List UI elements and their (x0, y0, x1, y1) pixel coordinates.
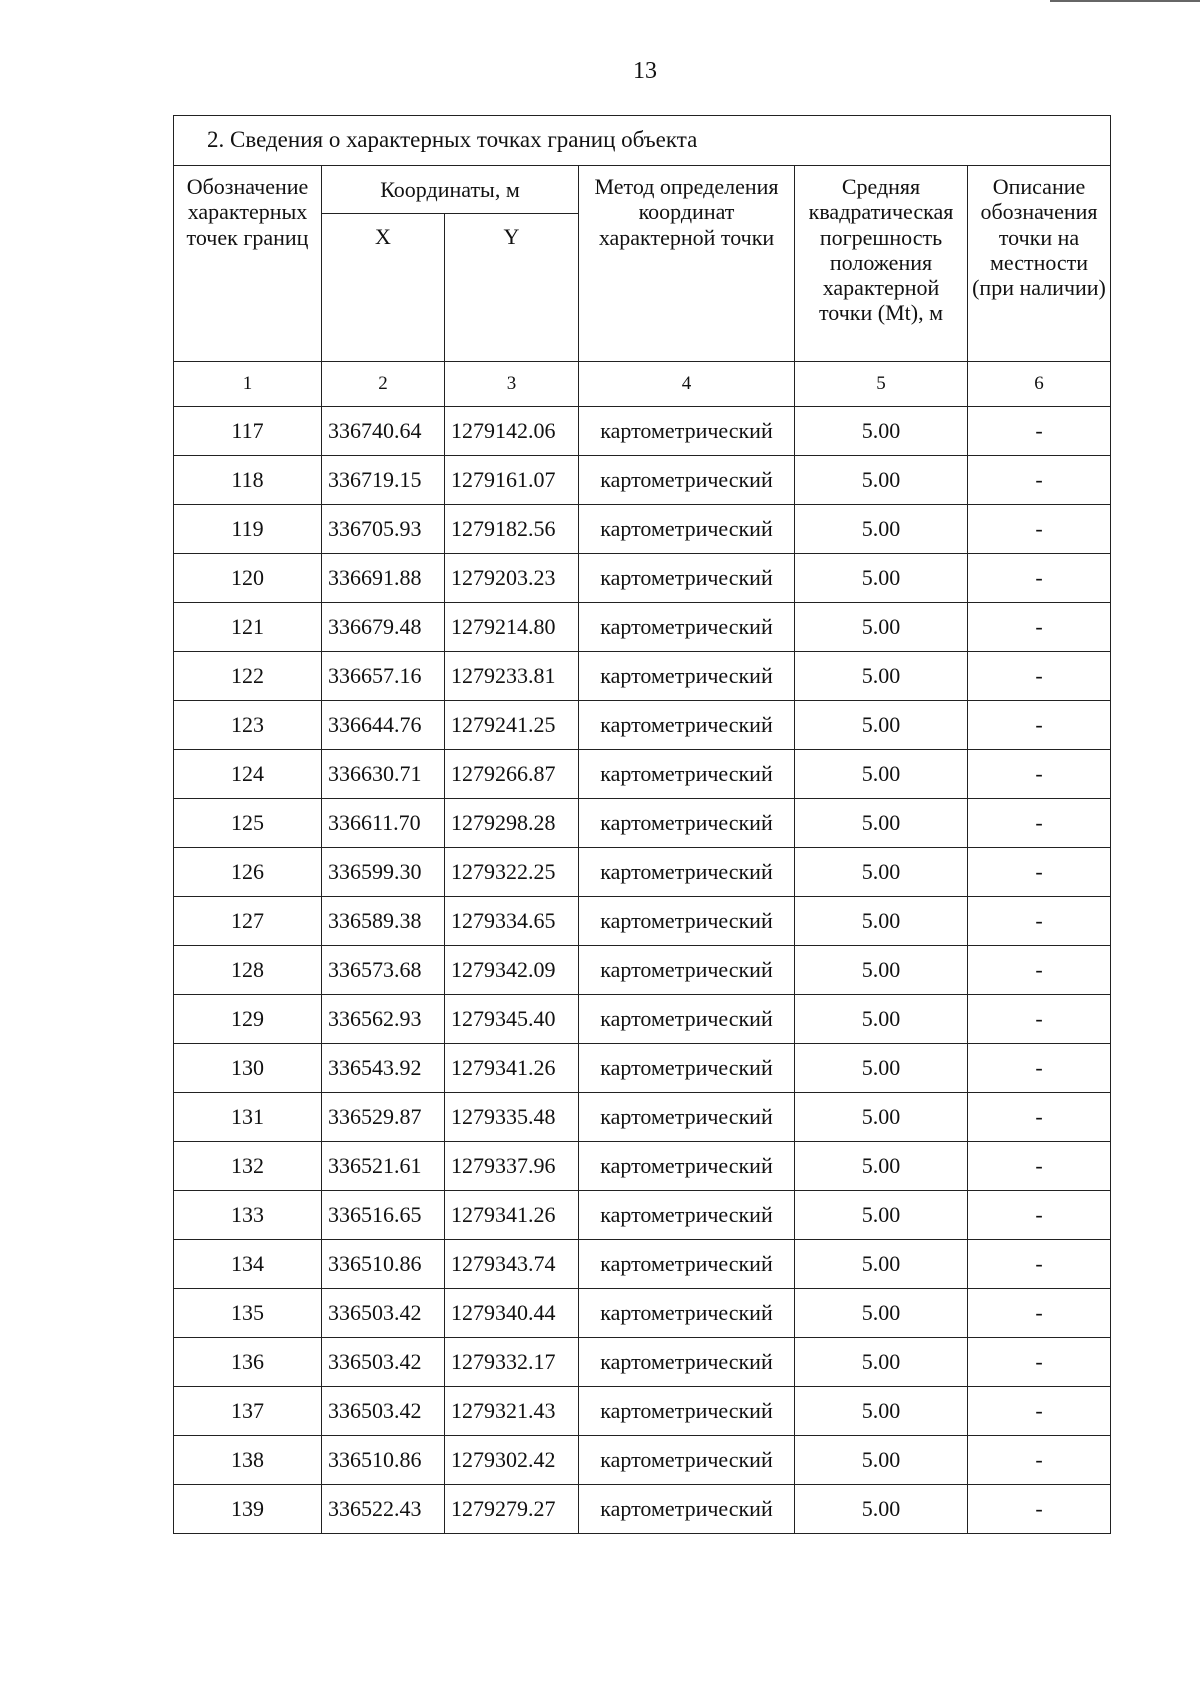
table-row (174, 1191, 1111, 1240)
cell-error: 5.00 (795, 603, 968, 652)
cell-error: 5.00 (795, 652, 968, 701)
cell-y: 1279233.81 (445, 652, 579, 701)
cell-y: 1279341.26 (445, 1191, 579, 1240)
cell-method: картометрический (579, 407, 795, 456)
cell-description: - (968, 1485, 1111, 1534)
cell-error: 5.00 (795, 554, 968, 603)
cell-description: - (968, 897, 1111, 946)
column-number-row (174, 362, 1111, 407)
scan-edge-line (1050, 0, 1200, 2)
cell-description: - (968, 701, 1111, 750)
column-number: 2 (322, 362, 445, 407)
cell-method: картометрический (579, 848, 795, 897)
cell-y: 1279334.65 (445, 897, 579, 946)
header-error: Средняя квадратическая погрешность положения характерной точки (Mt), м (795, 166, 968, 362)
cell-y: 1279332.17 (445, 1338, 579, 1387)
table-row (174, 1436, 1111, 1485)
cell-x: 336503.42 (322, 1338, 445, 1387)
cell-x: 336503.42 (322, 1289, 445, 1338)
cell-method: картометрический (579, 505, 795, 554)
table-row (174, 652, 1111, 701)
cell-y: 1279322.25 (445, 848, 579, 897)
cell-y: 1279340.44 (445, 1289, 579, 1338)
boundary-points-table (173, 115, 1111, 1534)
cell-method: картометрический (579, 750, 795, 799)
column-number: 5 (795, 362, 968, 407)
cell-point: 138 (174, 1436, 322, 1485)
cell-error: 5.00 (795, 456, 968, 505)
header-coordinates: Координаты, м (322, 166, 579, 214)
cell-point: 119 (174, 505, 322, 554)
cell-point: 125 (174, 799, 322, 848)
table-row (174, 946, 1111, 995)
cell-description: - (968, 1044, 1111, 1093)
column-number: 4 (579, 362, 795, 407)
cell-error: 5.00 (795, 1142, 968, 1191)
cell-description: - (968, 456, 1111, 505)
header-method: Метод определения координат характерной точки (579, 166, 795, 362)
cell-y: 1279214.80 (445, 603, 579, 652)
cell-description: - (968, 407, 1111, 456)
cell-description: - (968, 995, 1111, 1044)
cell-method: картометрический (579, 1289, 795, 1338)
table-title-row (174, 116, 1111, 166)
header-x: X (322, 214, 445, 362)
table-row (174, 995, 1111, 1044)
table-row (174, 1338, 1111, 1387)
cell-x: 336510.86 (322, 1436, 445, 1485)
table-row (174, 1044, 1111, 1093)
cell-point: 132 (174, 1142, 322, 1191)
cell-point: 135 (174, 1289, 322, 1338)
cell-method: картометрический (579, 1387, 795, 1436)
cell-method: картометрический (579, 1044, 795, 1093)
cell-x: 336521.61 (322, 1142, 445, 1191)
cell-y: 1279341.26 (445, 1044, 579, 1093)
cell-method: картометрический (579, 897, 795, 946)
cell-point: 131 (174, 1093, 322, 1142)
table-row (174, 1240, 1111, 1289)
table-title: 2. Сведения о характерных точках границ объекта (174, 116, 1111, 166)
cell-x: 336705.93 (322, 505, 445, 554)
cell-point: 127 (174, 897, 322, 946)
cell-method: картометрический (579, 1093, 795, 1142)
cell-error: 5.00 (795, 1485, 968, 1534)
cell-point: 117 (174, 407, 322, 456)
cell-x: 336589.38 (322, 897, 445, 946)
table-row (174, 799, 1111, 848)
cell-description: - (968, 1191, 1111, 1240)
cell-error: 5.00 (795, 1289, 968, 1338)
cell-description: - (968, 554, 1111, 603)
cell-description: - (968, 750, 1111, 799)
cell-y: 1279321.43 (445, 1387, 579, 1436)
header-designation: Обозначение характерных точек границ (174, 166, 322, 362)
cell-error: 5.00 (795, 505, 968, 554)
cell-y: 1279266.87 (445, 750, 579, 799)
header-row-top (174, 166, 1111, 214)
cell-y: 1279345.40 (445, 995, 579, 1044)
cell-x: 336510.86 (322, 1240, 445, 1289)
cell-method: картометрический (579, 1191, 795, 1240)
table-row (174, 407, 1111, 456)
cell-x: 336630.71 (322, 750, 445, 799)
cell-description: - (968, 652, 1111, 701)
header-y: Y (445, 214, 579, 362)
cell-method: картометрический (579, 1485, 795, 1534)
table-row (174, 897, 1111, 946)
cell-error: 5.00 (795, 799, 968, 848)
cell-x: 336599.30 (322, 848, 445, 897)
cell-point: 139 (174, 1485, 322, 1534)
cell-error: 5.00 (795, 1093, 968, 1142)
cell-description: - (968, 1289, 1111, 1338)
cell-error: 5.00 (795, 750, 968, 799)
cell-x: 336529.87 (322, 1093, 445, 1142)
cell-x: 336503.42 (322, 1387, 445, 1436)
cell-error: 5.00 (795, 1240, 968, 1289)
cell-x: 336562.93 (322, 995, 445, 1044)
column-number: 3 (445, 362, 579, 407)
cell-method: картометрический (579, 456, 795, 505)
table-row (174, 848, 1111, 897)
cell-y: 1279298.28 (445, 799, 579, 848)
column-number: 6 (968, 362, 1111, 407)
cell-description: - (968, 1436, 1111, 1485)
column-number: 1 (174, 362, 322, 407)
cell-point: 120 (174, 554, 322, 603)
header-description: Описание обозначения точки на местности (при наличии) (968, 166, 1111, 362)
cell-y: 1279279.27 (445, 1485, 579, 1534)
table-row (174, 1142, 1111, 1191)
cell-x: 336691.88 (322, 554, 445, 603)
cell-y: 1279142.06 (445, 407, 579, 456)
cell-x: 336719.15 (322, 456, 445, 505)
cell-point: 136 (174, 1338, 322, 1387)
page-number: 13 (633, 58, 657, 84)
cell-description: - (968, 1240, 1111, 1289)
cell-method: картометрический (579, 1436, 795, 1485)
cell-x: 336522.43 (322, 1485, 445, 1534)
cell-description: - (968, 946, 1111, 995)
cell-point: 134 (174, 1240, 322, 1289)
cell-description: - (968, 603, 1111, 652)
cell-error: 5.00 (795, 1338, 968, 1387)
cell-method: картометрический (579, 995, 795, 1044)
cell-error: 5.00 (795, 1436, 968, 1485)
cell-y: 1279161.07 (445, 456, 579, 505)
cell-point: 126 (174, 848, 322, 897)
cell-description: - (968, 1142, 1111, 1191)
cell-x: 336740.64 (322, 407, 445, 456)
table-row (174, 1387, 1111, 1436)
cell-x: 336657.16 (322, 652, 445, 701)
table-row (174, 554, 1111, 603)
cell-y: 1279241.25 (445, 701, 579, 750)
cell-point: 137 (174, 1387, 322, 1436)
cell-method: картометрический (579, 1142, 795, 1191)
cell-method: картометрический (579, 554, 795, 603)
cell-y: 1279337.96 (445, 1142, 579, 1191)
cell-y: 1279335.48 (445, 1093, 579, 1142)
cell-point: 133 (174, 1191, 322, 1240)
cell-error: 5.00 (795, 1191, 968, 1240)
cell-description: - (968, 1338, 1111, 1387)
cell-x: 336644.76 (322, 701, 445, 750)
cell-x: 336679.48 (322, 603, 445, 652)
cell-error: 5.00 (795, 946, 968, 995)
cell-point: 124 (174, 750, 322, 799)
cell-method: картометрический (579, 652, 795, 701)
cell-y: 1279203.23 (445, 554, 579, 603)
table-row (174, 1485, 1111, 1534)
cell-point: 130 (174, 1044, 322, 1093)
cell-method: картометрический (579, 603, 795, 652)
cell-description: - (968, 848, 1111, 897)
cell-error: 5.00 (795, 407, 968, 456)
cell-x: 336516.65 (322, 1191, 445, 1240)
cell-description: - (968, 1093, 1111, 1142)
cell-method: картометрический (579, 701, 795, 750)
cell-y: 1279342.09 (445, 946, 579, 995)
table-row (174, 505, 1111, 554)
cell-error: 5.00 (795, 848, 968, 897)
table-row (174, 456, 1111, 505)
cell-description: - (968, 505, 1111, 554)
cell-error: 5.00 (795, 995, 968, 1044)
cell-point: 129 (174, 995, 322, 1044)
cell-point: 123 (174, 701, 322, 750)
cell-method: картометрический (579, 1240, 795, 1289)
cell-method: картометрический (579, 946, 795, 995)
cell-description: - (968, 799, 1111, 848)
cell-x: 336573.68 (322, 946, 445, 995)
cell-x: 336611.70 (322, 799, 445, 848)
cell-point: 118 (174, 456, 322, 505)
cell-y: 1279343.74 (445, 1240, 579, 1289)
cell-method: картометрический (579, 799, 795, 848)
cell-y: 1279182.56 (445, 505, 579, 554)
table-row (174, 1093, 1111, 1142)
cell-error: 5.00 (795, 1387, 968, 1436)
cell-y: 1279302.42 (445, 1436, 579, 1485)
cell-point: 122 (174, 652, 322, 701)
cell-method: картометрический (579, 1338, 795, 1387)
table-row (174, 750, 1111, 799)
cell-x: 336543.92 (322, 1044, 445, 1093)
table-row (174, 603, 1111, 652)
table-row (174, 1289, 1111, 1338)
cell-error: 5.00 (795, 897, 968, 946)
cell-error: 5.00 (795, 701, 968, 750)
table-row (174, 701, 1111, 750)
cell-point: 128 (174, 946, 322, 995)
cell-point: 121 (174, 603, 322, 652)
cell-description: - (968, 1387, 1111, 1436)
cell-error: 5.00 (795, 1044, 968, 1093)
